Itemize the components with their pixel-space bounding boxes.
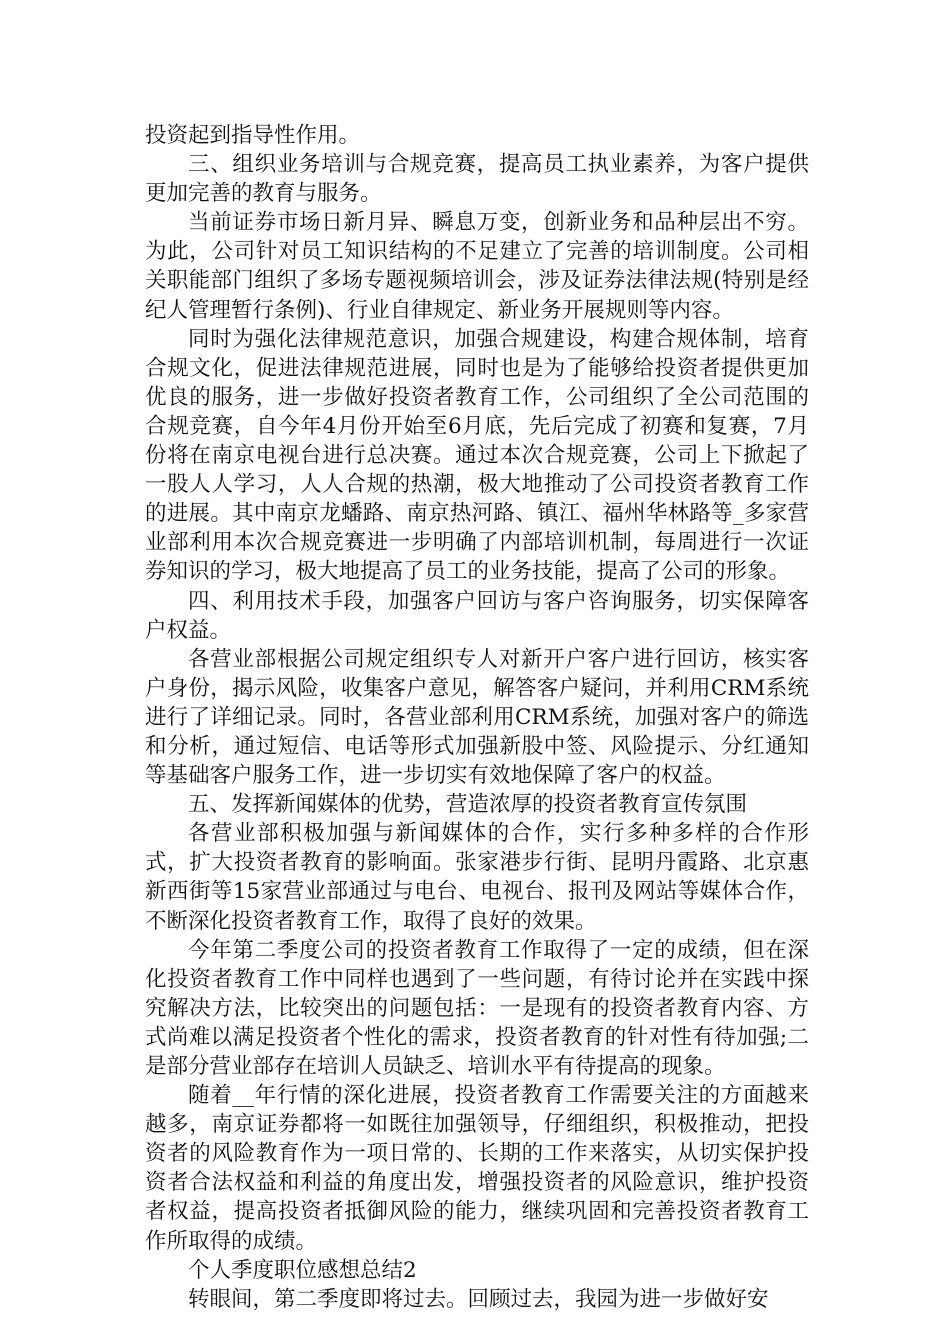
paragraph-intro-tail: 投资起到指导性作用。 (145, 123, 361, 148)
section-heading-media: 五、发挥新闻媒体的优势，营造浓厚的投资者教育宣传氛围 (188, 792, 748, 818)
paragraph-media-cooperation: 各营业部积极加强与新闻媒体的合作，实行多种多样的合作形式，扩大投资者教育的影响面。张家港步行街、昆明丹霞路、北京惠新西街等15家营业部通过与电台、电视台、报刊及网站等媒体合作，不断深化投资者教育工作，取得了良好的效果。 (145, 821, 809, 934)
document-body (145, 121, 809, 1314)
paragraph-problems: 今年第二季度公司的投资者教育工作取得了一定的成绩，但在深化投资者教育工作中同样也遇到了一些问题，有待讨论并在实践中探究解决方法，比较突出的问题包括：一是现有的投资者教育内容、方式尚难以满足投资者个性化的需求，投资者教育的针对性有待加强;二是部分营业部存在培训人员缺乏、培训水平有待提高的现象。 (145, 937, 809, 1079)
paragraph-outlook: 随着__年行情的深化进展，投资者教育工作需要关注的方面越来越多，南京证券都将一如既往加强领导，仔细组织，积极推动，把投资者的风险教育作为一项日常的、长期的工作来落实，从切实保护投资者合法权益和利益的角度出发，增强投资者的风险意识，维护投资者权益，提高投资者抵御风险的能力，继续巩固和完善投资者教育工作所取得的成绩。 (145, 1083, 809, 1254)
section-title-summary-2: 个人季度职位感想总结2 (188, 1257, 417, 1283)
paragraph-compliance-contest: 同时为强化法律规范意识，加强合规建设，构建合规体制，培育合规文化，促进法律规范进展，同时也是为了能够给投资者提供更加优良的服务，进一步做好投资者教育工作，公司组织了全公司范围的合规竞赛，自今年4月份开始至6月底，先后完成了初赛和复赛，7月份将在南京电视台进行总决赛。通过本次合规竞赛，公司上下掀起了一股人人学习，人人合规的热潮，极大地推动了公司投资者教育工作的进展。其中南京龙蟠路、南京热河路、镇江、福州华林路等_多家营业部利用本次合规竞赛进一步明确了内部培训机制，每周进行一次证券知识的学习，极大地提高了员工的业务技能，提高了公司的形象。 (145, 326, 809, 585)
paragraph-client-followup: 各营业部根据公司规定组织专人对新开户客户进行回访，核实客户身份，揭示风险，收集客户意见，解答客户疑问，并利用CRM系统进行了详细记录。同时，各营业部利用CRM系统，加强对客户的筛选和分析，通过短信、电话等形式加强新股中签、风险提示、分红通知等基础客户服务工作，进一步切实有效地保障了客户的权益。 (145, 646, 809, 789)
paragraph-summary-2-opening: 转眼间，第二季度即将过去。回顾过去，我园为进一步做好安 (188, 1286, 769, 1312)
section-heading-training: 三、组织业务培训与合规竞赛，提高员工执业素养，为客户提供更加完善的教育与服务。 (145, 152, 809, 207)
section-heading-client-service: 四、利用技术手段，加强客户回访与客户咨询服务，切实保障客户权益。 (145, 588, 809, 643)
paragraph-training-system: 当前证券市场日新月异、瞬息万变，创新业务和品种层出不穷。为此，公司针对员工知识结构的不足建立了完善的培训制度。公司相关职能部门组织了多场专题视频培训会，涉及证券法律法规(特别是经纪人管理暂行条例)、行业自律规定、新业务开展规则等内容。 (145, 210, 809, 323)
